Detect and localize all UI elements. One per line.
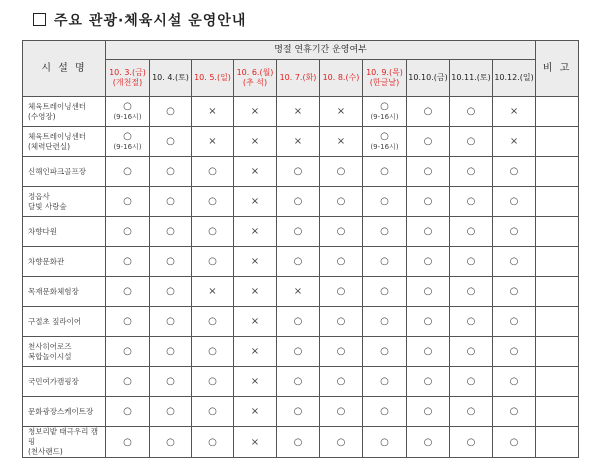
- date-label: 10. 8.(수): [322, 73, 360, 82]
- note-cell: [536, 277, 579, 307]
- open-mark: ○: [407, 157, 450, 187]
- open-mark: ○: [150, 277, 192, 307]
- date-label: 10. 5.(일): [194, 73, 231, 82]
- open-mark: ○: [106, 397, 150, 427]
- open-mark: ○: [493, 217, 536, 247]
- hours-note: (9-16시): [370, 142, 399, 151]
- table-row: [23, 367, 579, 397]
- open-mark: ○: [407, 97, 450, 127]
- open-mark: ○: [192, 157, 234, 187]
- closed-mark: ×: [234, 367, 277, 397]
- note-cell: [536, 97, 579, 127]
- closed-mark: ×: [234, 157, 277, 187]
- open-mark: ○: [192, 337, 234, 367]
- facility-name: 체육트레이닝센터 (수영장): [23, 97, 106, 127]
- closed-mark: ×: [192, 97, 234, 127]
- note-cell: [536, 247, 579, 277]
- open-mark: ○: [320, 217, 363, 247]
- table-row: [23, 277, 579, 307]
- open-mark: ○: [407, 187, 450, 217]
- open-mark: ○: [150, 337, 192, 367]
- open-mark: ○: [407, 397, 450, 427]
- open-mark: ○: [450, 97, 493, 127]
- facility-operation-table: [22, 40, 579, 458]
- open-mark: ○: [150, 367, 192, 397]
- open-mark: ○: [407, 337, 450, 367]
- open-mark: ○: [106, 307, 150, 337]
- table-row: [23, 217, 579, 247]
- open-mark: ○: [493, 307, 536, 337]
- open-mark: ○: [150, 187, 192, 217]
- open-mark: ○: [192, 427, 234, 458]
- date-label: 10. 4.(토): [152, 73, 189, 82]
- hours-note: (9-16시): [113, 112, 142, 121]
- table-row: [23, 157, 579, 187]
- hours-note: (9-16시): [113, 142, 142, 151]
- date-header: [363, 60, 407, 97]
- date-label: 10. 6.(월): [236, 68, 274, 77]
- open-mark: ○: [106, 247, 150, 277]
- open-mark: ○: [450, 157, 493, 187]
- open-mark: ○: [106, 217, 150, 247]
- open-mark: ○: [450, 427, 493, 458]
- table-row: [23, 127, 579, 157]
- open-mark: ○: [277, 427, 320, 458]
- facility-name: 구절초 짚라이어: [23, 307, 106, 337]
- closed-mark: ×: [234, 187, 277, 217]
- open-mark: ○: [363, 247, 407, 277]
- date-header: [320, 60, 363, 97]
- operation-period-header: 명절 연휴기간 운영여부: [106, 41, 536, 60]
- table-row: [23, 397, 579, 427]
- holiday-label: (추 석): [242, 78, 268, 87]
- open-mark: ○: [493, 277, 536, 307]
- open-mark: ○: [407, 127, 450, 157]
- date-label: 10. 9.(목): [366, 68, 403, 77]
- open-mark: ○: [192, 307, 234, 337]
- open-mark: ○: [363, 367, 407, 397]
- open-mark: ○: [450, 247, 493, 277]
- open-mark: ○: [150, 97, 192, 127]
- open-mark: ○: [277, 187, 320, 217]
- open-mark: ○: [150, 157, 192, 187]
- open-mark: ○: [150, 127, 192, 157]
- open-mark: ○: [192, 367, 234, 397]
- open-mark: ○: [363, 307, 407, 337]
- facility-name: 문화광장스케이트장: [23, 397, 106, 427]
- open-mark: ○: [363, 427, 407, 458]
- open-mark: ○: [363, 187, 407, 217]
- open-mark: ○: [493, 337, 536, 367]
- open-mark: ○: [106, 427, 150, 458]
- open-mark: ○: [320, 247, 363, 277]
- closed-mark: ×: [234, 217, 277, 247]
- note-cell: [536, 307, 579, 337]
- open-mark: ○: [493, 367, 536, 397]
- open-mark: ○: [493, 247, 536, 277]
- facility-name: 차향문화관: [23, 247, 106, 277]
- open-mark: ○: [192, 247, 234, 277]
- facility-name: 목재문화체험장: [23, 277, 106, 307]
- open-mark: ○: [192, 217, 234, 247]
- open-mark: ○: [277, 367, 320, 397]
- open-mark: ○: [320, 307, 363, 337]
- date-label: 10. 7.(화): [279, 73, 317, 82]
- open-mark: ○: [150, 217, 192, 247]
- checkbox-square-icon: [33, 13, 46, 26]
- open-mark: ○: [320, 367, 363, 397]
- table-row: [23, 307, 579, 337]
- date-label: 10. 3.(금): [109, 68, 146, 77]
- note-cell: [536, 397, 579, 427]
- date-header: [234, 60, 277, 97]
- open-mark: ○: [150, 397, 192, 427]
- table-row: [23, 427, 579, 458]
- open-mark: ○: [450, 187, 493, 217]
- open-mark: ○: [450, 337, 493, 367]
- closed-mark: ×: [320, 97, 363, 127]
- open-mark: ○: [493, 397, 536, 427]
- closed-mark: ×: [234, 247, 277, 277]
- open-mark: ○: [320, 337, 363, 367]
- page-title-text: 주요 관광·체육시설 운영안내: [54, 13, 247, 29]
- date-header: [450, 60, 493, 97]
- closed-mark: ×: [192, 127, 234, 157]
- open-mark: ○: [363, 397, 407, 427]
- open-mark: ○: [277, 217, 320, 247]
- note-cell: [536, 337, 579, 367]
- closed-mark: ×: [234, 397, 277, 427]
- closed-mark: ×: [192, 277, 234, 307]
- open-mark: ○: [106, 337, 150, 367]
- open-mark: ○: [407, 307, 450, 337]
- open-mark: ○: [493, 427, 536, 458]
- closed-mark: ×: [234, 127, 277, 157]
- open-mark: ○: [407, 367, 450, 397]
- open-mark: ○: [450, 307, 493, 337]
- open-mark: ○: [150, 427, 192, 458]
- open-mark: ○: [450, 397, 493, 427]
- facility-name-header: 시 설 명: [23, 41, 106, 97]
- open-mark: ○: [450, 367, 493, 397]
- note-header: 비 고: [536, 41, 579, 97]
- closed-mark: ×: [277, 127, 320, 157]
- date-header: [277, 60, 320, 97]
- date-label: 10.11.(토): [451, 73, 491, 82]
- date-header: [407, 60, 450, 97]
- open-mark: ○: [450, 127, 493, 157]
- open-mark: ○: [363, 337, 407, 367]
- open-mark: ○: [106, 367, 150, 397]
- open-mark: ○: [407, 277, 450, 307]
- open-mark: ○: [277, 247, 320, 277]
- open-mark: ○ (9-16시): [106, 127, 150, 157]
- closed-mark: ×: [493, 97, 536, 127]
- open-mark: ○: [363, 217, 407, 247]
- open-mark: ○ (9-16시): [363, 97, 407, 127]
- closed-mark: ×: [234, 97, 277, 127]
- open-mark: ○: [363, 277, 407, 307]
- table-row: [23, 97, 579, 127]
- open-mark: ○: [407, 427, 450, 458]
- open-mark: ○: [320, 157, 363, 187]
- open-mark: ○ (9-16시): [106, 97, 150, 127]
- open-mark: ○: [363, 157, 407, 187]
- open-mark: ○: [407, 247, 450, 277]
- closed-mark: ×: [234, 337, 277, 367]
- open-mark: ○: [192, 397, 234, 427]
- open-mark: ○: [407, 217, 450, 247]
- closed-mark: ×: [234, 307, 277, 337]
- open-mark: ○: [320, 397, 363, 427]
- open-mark: ○: [450, 217, 493, 247]
- open-mark: ○: [493, 187, 536, 217]
- note-cell: [536, 157, 579, 187]
- open-mark: ○: [106, 277, 150, 307]
- open-mark: ○: [320, 187, 363, 217]
- open-mark: ○: [320, 427, 363, 458]
- open-mark: ○: [493, 157, 536, 187]
- facility-name: 신해인파크골프장: [23, 157, 106, 187]
- open-mark: ○: [150, 307, 192, 337]
- open-mark: ○: [277, 157, 320, 187]
- open-mark: ○: [192, 187, 234, 217]
- table-row: [23, 187, 579, 217]
- closed-mark: ×: [320, 127, 363, 157]
- open-mark: ○: [150, 247, 192, 277]
- open-mark: ○: [106, 157, 150, 187]
- date-header: [192, 60, 234, 97]
- closed-mark: ×: [234, 277, 277, 307]
- holiday-label: (한글날): [369, 78, 400, 87]
- note-cell: [536, 217, 579, 247]
- facility-name: 체육트레이닝센터 (체력단련실): [23, 127, 106, 157]
- date-label: 10.12.(일): [494, 73, 534, 82]
- open-mark: ○ (9-16시): [363, 127, 407, 157]
- facility-name: 국민여가캠핑장: [23, 367, 106, 397]
- page-title: [33, 10, 246, 30]
- table-row: [23, 337, 579, 367]
- facility-name: 청보리밭 태극우리 캠핑 (천사랜드): [23, 427, 106, 458]
- facility-name: 정읍사 달빛 사랑숲: [23, 187, 106, 217]
- closed-mark: ×: [277, 277, 320, 307]
- open-mark: ○: [277, 307, 320, 337]
- open-mark: ○: [320, 277, 363, 307]
- holiday-label: (개천절): [112, 78, 143, 87]
- facility-name: 차향다원: [23, 217, 106, 247]
- date-header: [493, 60, 536, 97]
- date-label: 10.10.(금): [408, 73, 448, 82]
- hours-note: (9-16시): [370, 112, 399, 121]
- table-row: [23, 247, 579, 277]
- open-mark: ○: [277, 397, 320, 427]
- note-cell: [536, 127, 579, 157]
- open-mark: ○: [106, 187, 150, 217]
- date-header: [150, 60, 192, 97]
- note-cell: [536, 367, 579, 397]
- open-mark: ○: [450, 277, 493, 307]
- date-header: [106, 60, 150, 97]
- closed-mark: ×: [493, 127, 536, 157]
- closed-mark: ×: [234, 427, 277, 458]
- closed-mark: ×: [277, 97, 320, 127]
- open-mark: ○: [277, 337, 320, 367]
- note-cell: [536, 187, 579, 217]
- facility-name: 천사히어로즈 복합놀이시설: [23, 337, 106, 367]
- note-cell: [536, 427, 579, 458]
